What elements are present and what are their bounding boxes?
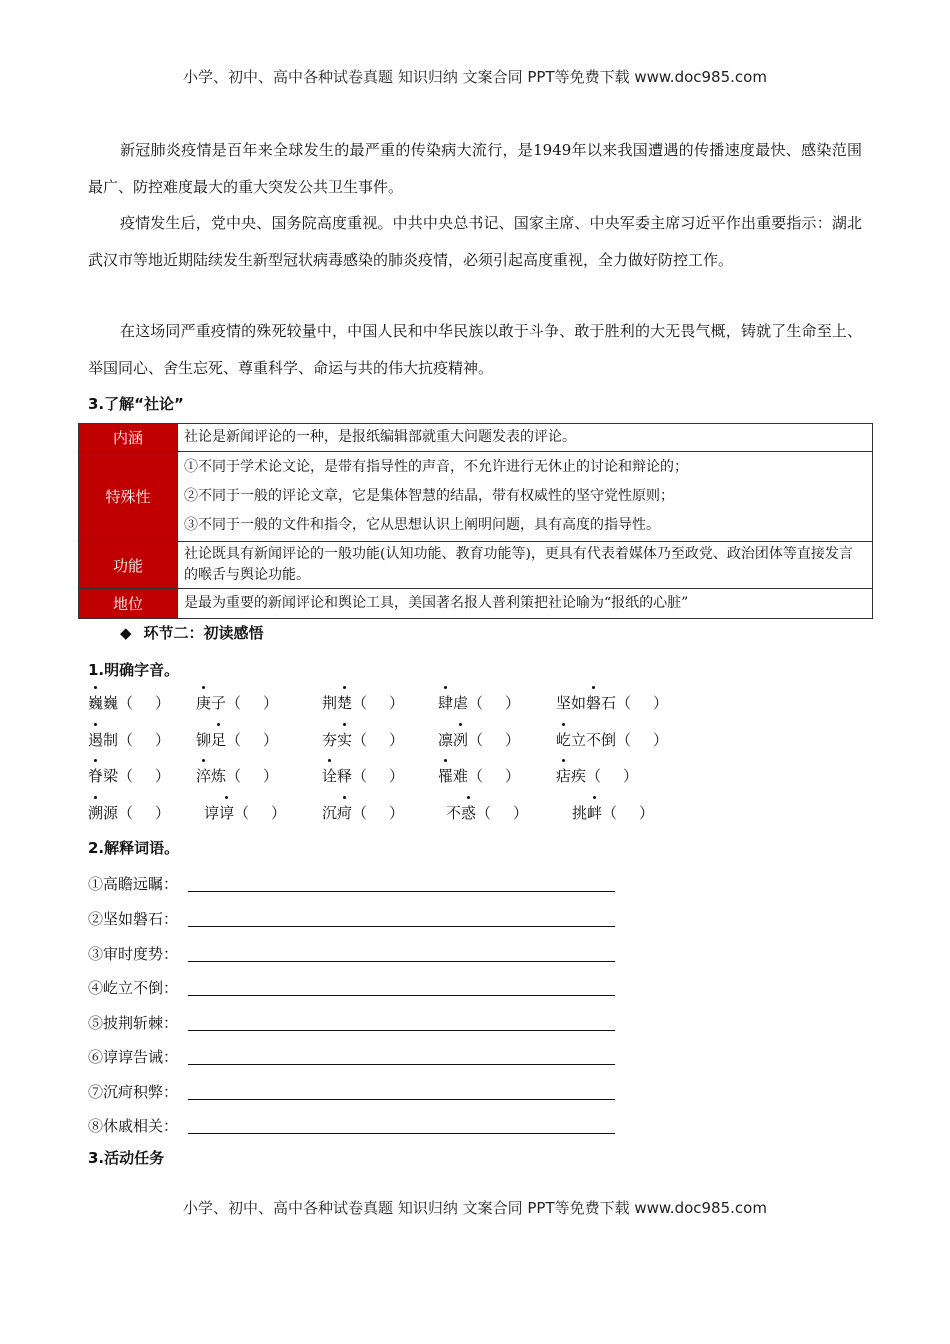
definition-label: ②坚如磐石： [88,910,179,928]
pinyin-item: 庚子（ ） [196,694,279,712]
pinyin-item: 夯实（ ） [322,731,405,749]
pinyin-item: 诠释（ ） [322,767,405,785]
definition-row-8 [88,1115,188,1137]
label-gongneng: 功能 [79,542,178,589]
editorial-info-table [78,423,873,619]
pinyin-item: 痁疾（ ） [556,767,639,785]
diamond-bullet-icon: ◆ [120,624,132,642]
definition-label: ⑤披荆斩棘： [88,1014,179,1032]
label-diwei: 地位 [79,589,178,619]
answer-line[interactable] [188,1099,615,1100]
definition-row-5 [88,1012,188,1034]
section-two-title: 环节二：初读感悟 [143,624,264,642]
answer-line[interactable] [188,891,615,892]
paragraph-1: 新冠肺炎疫情是百年来全球发生的最严重的传染病大流行，是1949年以来我国遭遇的传播速度最快、感染范围最广、防控难度最大的重大突发公共卫生事件。 [88,141,862,196]
definition-row-4 [88,977,188,999]
definition-label: ③审时度势： [88,945,179,963]
paragraph-3: 在这场同严重疫情的殊死较量中，中国人民和中华民族以敢于斗争、敢于胜利的大无畏气概，铸就了生命至上、举国同心、舍生忘死、尊重科学、命运与共的伟大抗疫精神。 [88,322,862,377]
paragraph-2: 疫情发生后，党中央、国务院高度重视。中共中央总书记、国家主席、中央军委主席习近平作出重要指示：湖北武汉市等地近期陆续发生新型冠状病毒感染的肺炎疫情，必须引起高度重视，全力做好防控工作。 [88,214,862,269]
definition-label: ⑧休戚相关： [88,1117,179,1135]
content-diwei: 是最为重要的新闻评论和舆论工具，美国著名报人普利策把社论喻为“报纸的心脏” [178,589,873,619]
answer-line[interactable] [188,995,615,996]
pinyin-item: 铆足（ ） [196,731,279,749]
content-teshuxing [178,452,873,542]
pinyin-item: 溯源（ ） [88,804,171,822]
section-two-heading [120,622,264,643]
definition-label: ④屹立不倒： [88,979,179,997]
pinyin-item: 不惑（ ） [446,804,529,822]
pinyin-item: 肆虐（ ） [438,694,521,712]
page-footer: 小学、初中、高中各种试卷真题 知识归纳 文案合同 PPT等免费下载 www.doc985.com [183,1199,767,1217]
pinyin-item: 罹难（ ） [438,767,521,785]
definition-row-7 [88,1081,188,1103]
section-3-heading: 3.了解“社论” [88,395,184,413]
answer-line[interactable] [188,961,615,962]
definition-label: ①高瞻远瞩： [88,875,179,893]
teshuxing-line-2: ②不同于一般的评论文章，它是集体智慧的结晶，带有权威性的坚守党性原则； [184,488,674,504]
table-row-neihan [79,424,873,452]
answer-line[interactable] [188,1064,615,1065]
label-teshuxing: 特殊性 [79,452,178,542]
page-header: 小学、初中、高中各种试卷真题 知识归纳 文案合同 PPT等免费下载 www.doc985.com [183,68,767,86]
question-1-heading: 1.明确字音。 [88,661,180,679]
pinyin-item: 挑衅（ ） [572,804,655,822]
definition-row-2 [88,908,188,930]
answer-line[interactable] [188,1133,615,1134]
pinyin-item: 遏制（ ） [88,731,171,749]
definition-label: ⑦沉疴积弊： [88,1083,179,1101]
pinyin-item: 沉疴（ ） [322,804,405,822]
pinyin-item: 谆谆（ ） [204,804,287,822]
question-3-heading: 3.活动任务 [88,1149,165,1167]
definition-row-1 [88,873,188,895]
teshuxing-line-3: ③不同于一般的文件和指令，它从思想认识上阐明问题，具有高度的指导性。 [184,517,660,533]
table-row-gongneng [79,542,873,589]
content-gongneng: 社论既具有新闻评论的一般功能(认知功能、教育功能等)，更具有代表着媒体乃至政党、政治团体等直接发言的喉舌与舆论功能。 [178,542,873,589]
label-neihan: 内涵 [79,424,178,452]
pinyin-item: 巍巍（ ） [88,694,171,712]
answer-line[interactable] [188,1030,615,1031]
definition-label: ⑥谆谆告诫： [88,1048,179,1066]
teshuxing-line-1: ①不同于学术论文论，是带有指导性的声音，不允许进行无休止的讨论和辩论的； [184,459,688,475]
pinyin-item: 淬炼（ ） [196,767,279,785]
pinyin-item: 凛冽（ ） [438,731,521,749]
content-neihan: 社论是新闻评论的一种，是报纸编辑部就重大问题发表的评论。 [178,424,873,452]
answer-line[interactable] [188,926,615,927]
pinyin-item: 坚如磐石（ ） [556,694,669,712]
definition-row-6 [88,1046,188,1068]
table-row-teshuxing [79,452,873,542]
pinyin-item: 荆楚（ ） [322,694,405,712]
definition-row-3 [88,943,188,965]
pinyin-item: 脊梁（ ） [88,767,171,785]
table-row-diwei [79,589,873,619]
pinyin-item: 屹立不倒（ ） [556,731,669,749]
question-2-heading: 2.解释词语。 [88,839,180,857]
